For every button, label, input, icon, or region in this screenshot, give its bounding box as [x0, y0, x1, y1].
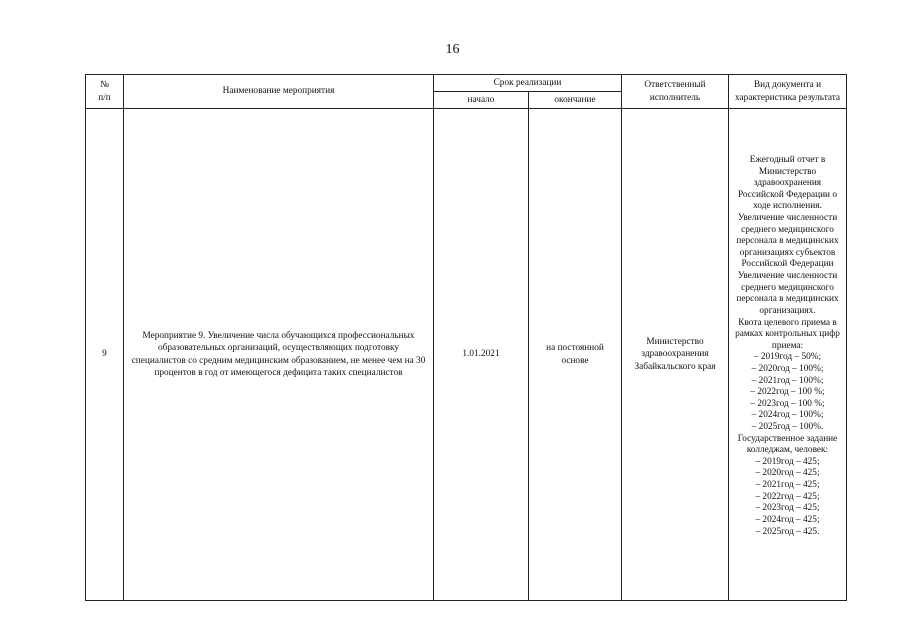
- result-line: здравоохранения: [753, 178, 822, 189]
- result-line: приема:: [771, 340, 804, 351]
- header-end: окончание: [529, 92, 622, 109]
- result-line: – 2020год – 100%;: [751, 363, 824, 374]
- result-line: Российской Федерации о: [737, 189, 838, 200]
- measures-table: [85, 74, 847, 601]
- result-line: Ежегодный отчет в: [749, 155, 826, 165]
- result-line: Министерство: [758, 166, 817, 177]
- result-line: – 2020год – 425;: [755, 468, 820, 479]
- result-line: – 2024год – 425;: [755, 514, 820, 525]
- result-lines: [731, 155, 844, 538]
- result-line: – 2022год – 425;: [755, 491, 820, 502]
- row-result: [729, 109, 847, 601]
- table-row: [86, 109, 847, 601]
- result-line: организациях субъектов: [739, 247, 836, 258]
- row-start: 1.01.2021: [434, 109, 529, 601]
- page-number: 16: [445, 42, 460, 57]
- row-responsible: Министерство здравоохранения Забайкальского края: [622, 109, 729, 601]
- result-line: – 2024год – 100%;: [751, 410, 824, 421]
- header-start: начало: [434, 92, 529, 109]
- header-responsible: Ответственный исполнитель: [622, 75, 729, 109]
- result-line: – 2023год – 425;: [755, 503, 820, 514]
- result-line: Государственное задание: [737, 433, 838, 444]
- result-line: – 2025год – 100%.: [751, 422, 824, 433]
- result-line: среднего медицинского: [741, 282, 834, 293]
- result-line: рамках контрольных цифр: [735, 329, 840, 340]
- result-line: Увеличение численности: [737, 271, 838, 282]
- result-line: – 2019год – 50%;: [753, 352, 822, 363]
- result-line: ходе исполнения.: [753, 201, 822, 212]
- result-line: – 2019год – 425;: [755, 456, 820, 467]
- row-name: Мероприятие 9. Увеличение числа обучающихся профессиональных образовательных организаций, осуществляющих подготовку специалистов со средним медицинским образованием, не менее чем на 30 процентов в год от имеющегося дефицита таких специалистов: [124, 109, 434, 601]
- row-end: на постоянной основе: [529, 109, 622, 601]
- header-term: Срок реализации: [434, 75, 622, 92]
- result-line: – 2025год – 425.: [755, 526, 820, 537]
- row-num: 9: [86, 109, 124, 601]
- result-line: – 2022год – 100 %;: [750, 387, 825, 398]
- result-line: – 2021год – 425;: [755, 480, 820, 491]
- result-line: – 2023год – 100 %;: [750, 398, 825, 409]
- result-line: Увеличение численности: [737, 213, 838, 224]
- result-line: персонала в медицинских: [736, 294, 839, 305]
- header-result: Вид документа и характеристика результата: [729, 75, 847, 109]
- result-line: Квота целевого приема в: [738, 317, 837, 328]
- result-line: организациях.: [759, 305, 816, 316]
- header-name: Наименование мероприятия: [124, 75, 434, 109]
- header-num: № п/п: [86, 75, 124, 109]
- result-line: Российской Федерации: [741, 259, 834, 270]
- result-line: персонала в медицинских: [736, 236, 839, 247]
- result-line: колледжам, человек:: [746, 445, 829, 456]
- result-line: среднего медицинского: [741, 224, 834, 235]
- result-line: – 2021год – 100%;: [751, 375, 824, 386]
